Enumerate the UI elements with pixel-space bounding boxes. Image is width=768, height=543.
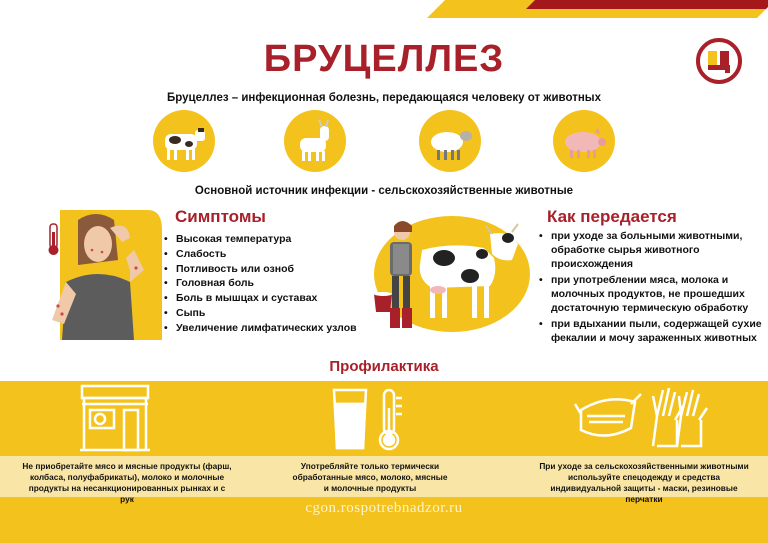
sheep-icon — [419, 110, 481, 172]
symptoms-title: Симптомы — [175, 207, 266, 226]
sick-woman-illustration — [38, 210, 163, 340]
prevention-caption-2: Употребляйте только термически обработанные мясо, молоко, мясные и молочные продукты — [292, 461, 448, 493]
milk-thermometer-icon — [330, 386, 410, 452]
transmission-title: Как передается — [547, 207, 677, 226]
list-item: • при уходе за больными животными, обработке сырья животного происхождения — [538, 229, 764, 271]
list-item: • Потливость или озноб — [163, 262, 363, 277]
prevention-caption-1: Не приобретайте мясо и мясные продукты (фарш, колбаса, полуфабрикаты), молоко и молочные продукты на несанкционированных рынках и с рук — [22, 461, 232, 504]
list-item: • Слабость — [163, 247, 363, 262]
list-item: • Сыпь — [163, 306, 363, 321]
subtitle: Бруцеллез – инфекционная болезнь, передающаяся человеку от животных — [167, 92, 601, 104]
symptoms-list — [163, 232, 363, 336]
list-item: • при употреблении мяса, молока и молочных продуктов, не прошедших достаточную термическую обработку — [538, 273, 764, 315]
cgon-logo — [696, 38, 742, 84]
transmission-list — [538, 229, 764, 347]
market-stall-icon — [78, 384, 152, 452]
prevention-title: Профилактика — [329, 358, 439, 375]
list-item: • Головная боль — [163, 276, 363, 291]
mask-gloves-icon — [573, 386, 713, 452]
list-item: • Боль в мышцах и суставах — [163, 291, 363, 306]
prevention-caption-3: При уходе за сельскохозяйственными животными используйте спецодежду и средства индивидуальной защиты - маски, резиновые перчатки — [539, 461, 749, 504]
animals-caption: Основной источник инфекции - сельскохозяйственные животные — [194, 185, 574, 197]
list-item: • Высокая температура — [163, 232, 363, 247]
top-decorative-stripe-red — [526, 0, 768, 9]
website-watermark: cgon.rospotrebnadzor.ru — [305, 500, 463, 516]
cow-icon — [153, 110, 215, 172]
list-item: • Увеличение лимфатических узлов — [163, 321, 363, 336]
list-item: • при вдыхании пыли, содержащей сухие фекалии и мочу зараженных животных — [538, 317, 764, 345]
goat-icon — [284, 110, 346, 172]
farmer-cow-illustration — [372, 214, 532, 340]
page-title: БРУЦЕЛЛЕЗ — [263, 38, 505, 80]
pig-icon — [553, 110, 615, 172]
